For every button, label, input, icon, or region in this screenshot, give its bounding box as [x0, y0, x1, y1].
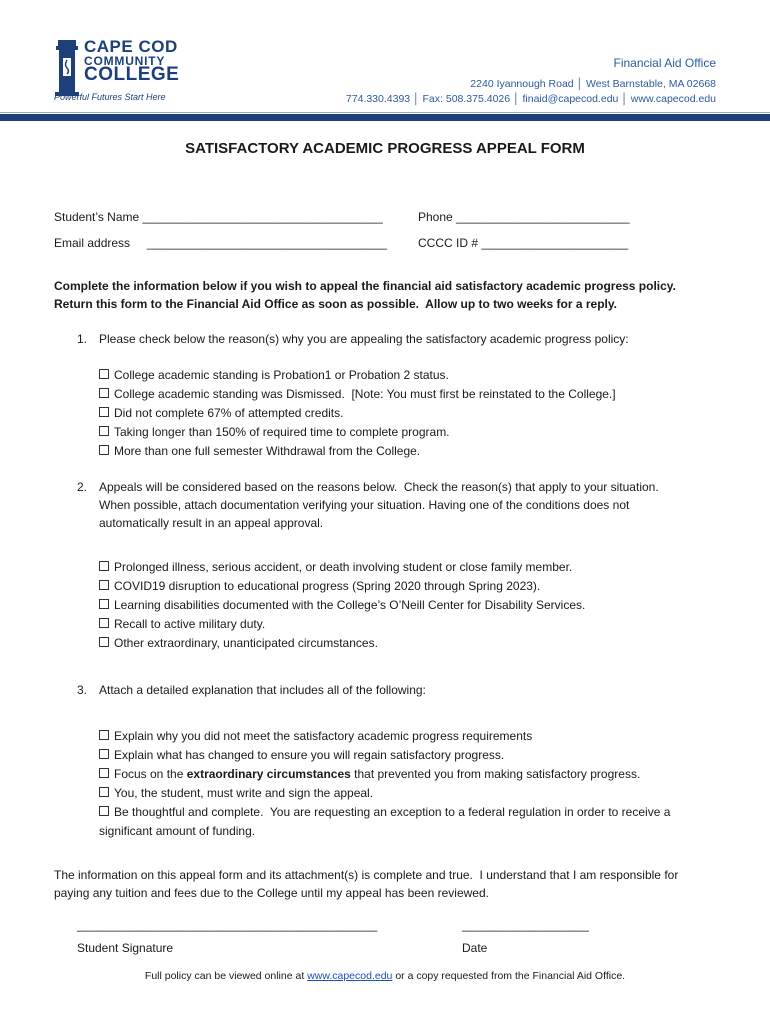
- footer-text: or a copy requested from the Financial Aid Office.: [392, 970, 626, 982]
- signature-line[interactable]: _____________________________________________: [77, 918, 378, 932]
- checklist-item-label: You, the student, must write and sign the appeal.: [114, 786, 374, 800]
- checklist-item[interactable]: [99, 803, 670, 822]
- office-name: Financial Aid Office: [613, 56, 716, 70]
- cccc-id-field[interactable]: CCCC ID # ______________________: [418, 236, 629, 250]
- footer-note: [0, 970, 770, 982]
- lighthouse-icon: [54, 38, 80, 98]
- phone-field[interactable]: Phone __________________________: [418, 210, 630, 224]
- section-3-prompt-text: Attach a detailed explanation that includes all of the following:: [99, 683, 426, 697]
- section-2-prompt-line: automatically result in an appeal approval.: [99, 516, 324, 530]
- checklist-item[interactable]: [99, 404, 616, 423]
- checkbox[interactable]: [99, 806, 109, 816]
- checklist-item[interactable]: [99, 577, 585, 596]
- checklist-item[interactable]: [99, 442, 616, 461]
- checklist-item-label: Explain what has changed to ensure you will regain satisfactory progress.: [114, 748, 505, 762]
- section-2-number: 2.: [77, 480, 88, 494]
- checkbox[interactable]: [99, 561, 109, 571]
- emphasis-text: extraordinary circumstances: [186, 767, 351, 781]
- section-1-prompt-text: Please check below the reason(s) why you are appealing the satisfactory academic progress policy:: [99, 332, 629, 346]
- logo-line-1: CAPE COD: [84, 37, 178, 56]
- checklist-item-continuation: significant amount of funding.: [99, 824, 256, 838]
- section-3-prompt: [77, 681, 426, 699]
- logo-tagline: Powerful Futures Start Here: [54, 92, 166, 102]
- checklist-item-label: Explain why you did not meet the satisfactory academic progress requirements: [114, 729, 533, 743]
- section-1-checklist: [99, 366, 616, 461]
- checklist-item[interactable]: [99, 366, 616, 385]
- logo-wordmark: [84, 37, 180, 85]
- checklist-item-label: COVID19 disruption to educational progress (Spring 2020 through Spring 2023).: [114, 579, 541, 593]
- section-2-prompt-line: Appeals will be considered based on the reasons below. Check the reason(s) that apply to your situation.: [99, 480, 659, 494]
- checklist-item-label: Prolonged illness, serious accident, or death involving student or close family member.: [114, 560, 573, 574]
- checkbox[interactable]: [99, 407, 109, 417]
- section-3-checklist: [99, 727, 670, 841]
- checklist-item-label: College academic standing is Probation1 or Probation 2 status.: [114, 368, 449, 382]
- section-3-number: 3.: [77, 683, 88, 697]
- checkbox[interactable]: [99, 637, 109, 647]
- section-2-checklist: [99, 558, 585, 653]
- checkbox[interactable]: [99, 580, 109, 590]
- checklist-item-label: More than one full semester Withdrawal from the College.: [114, 444, 421, 458]
- checkbox[interactable]: [99, 787, 109, 797]
- checklist-item[interactable]: [99, 746, 670, 765]
- checklist-item-label: Taking longer than 150% of required time to complete program.: [114, 425, 450, 439]
- checklist-item-label: College academic standing was Dismissed. [Note: You must first be reinstated to the College.]: [114, 387, 616, 401]
- website-link[interactable]: www.capecod.edu: [307, 970, 393, 982]
- date-label: Date: [462, 941, 488, 955]
- checklist-item[interactable]: [99, 765, 670, 784]
- date-line[interactable]: ___________________: [462, 918, 589, 932]
- email-field[interactable]: Email address ____________________________________: [54, 236, 387, 250]
- logo-line-2: COMMUNITY: [84, 54, 166, 68]
- checklist-item-label: Did not complete 67% of attempted credits.: [114, 406, 344, 420]
- checkbox[interactable]: [99, 445, 109, 455]
- checklist-item[interactable]: [99, 596, 585, 615]
- student-name-field[interactable]: Student’s Name ____________________________________: [54, 210, 383, 224]
- instructions-line-2: Return this form to the Financial Aid Office as soon as possible. Allow up to two weeks for a reply.: [54, 297, 617, 311]
- checkbox[interactable]: [99, 749, 109, 759]
- checkbox[interactable]: [99, 426, 109, 436]
- form-title: SATISFACTORY ACADEMIC PROGRESS APPEAL FORM: [185, 140, 585, 157]
- certification-line-2: paying any tuition and fees due to the College until my appeal has been reviewed.: [54, 886, 489, 900]
- section-1-prompt: [77, 330, 629, 348]
- checklist-item-label: Other extraordinary, unanticipated circumstances.: [114, 636, 378, 650]
- logo-line-3: COLLEGE: [84, 64, 180, 85]
- header-divider-thin: [0, 112, 770, 113]
- checklist-item-label: Focus on the: [114, 767, 187, 781]
- checkbox[interactable]: [99, 618, 109, 628]
- college-logo: [54, 36, 184, 106]
- section-2-prompt-line: When possible, attach documentation verifying your situation. Having one of the conditions does not: [99, 498, 630, 512]
- footer-text: Full policy can be viewed online at: [144, 970, 308, 982]
- checklist-item[interactable]: [99, 727, 670, 746]
- checkbox[interactable]: [99, 388, 109, 398]
- checklist-item[interactable]: [99, 634, 585, 653]
- section-2-prompt: [77, 478, 659, 532]
- header-divider-bar: [0, 114, 770, 121]
- signature-label: Student Signature: [77, 941, 174, 955]
- checklist-item-label: Be thoughtful and complete. You are requesting an exception to a federal regulation in order to receive a: [114, 805, 671, 819]
- checklist-item[interactable]: [99, 423, 616, 442]
- checklist-item-label: Recall to active military duty.: [114, 617, 266, 631]
- checklist-item[interactable]: [99, 615, 585, 634]
- certification-line-1: The information on this appeal form and its attachment(s) is complete and true. I understand that I am responsible for: [54, 868, 679, 882]
- checkbox[interactable]: [99, 369, 109, 379]
- checkbox[interactable]: [99, 768, 109, 778]
- checklist-item[interactable]: [99, 784, 670, 803]
- checkbox[interactable]: [99, 599, 109, 609]
- office-contacts: 774.330.4393 │ Fax: 508.375.4026 │ finaid@capecod.edu │ www.capecod.edu: [345, 93, 716, 105]
- checkbox[interactable]: [99, 730, 109, 740]
- checklist-item[interactable]: [99, 385, 616, 404]
- checklist-item-label: that prevented you from making satisfactory progress.: [350, 767, 641, 781]
- checklist-item-label: Learning disabilities documented with the College’s O’Neill Center for Disability Services.: [114, 598, 586, 612]
- instructions-line-1: Complete the information below if you wish to appeal the financial aid satisfactory academic progress policy.: [54, 279, 676, 293]
- checklist-item[interactable]: [99, 558, 585, 577]
- section-1-number: 1.: [77, 332, 88, 346]
- office-address: 2240 Iyannough Road │ West Barnstable, MA 02668: [470, 78, 716, 90]
